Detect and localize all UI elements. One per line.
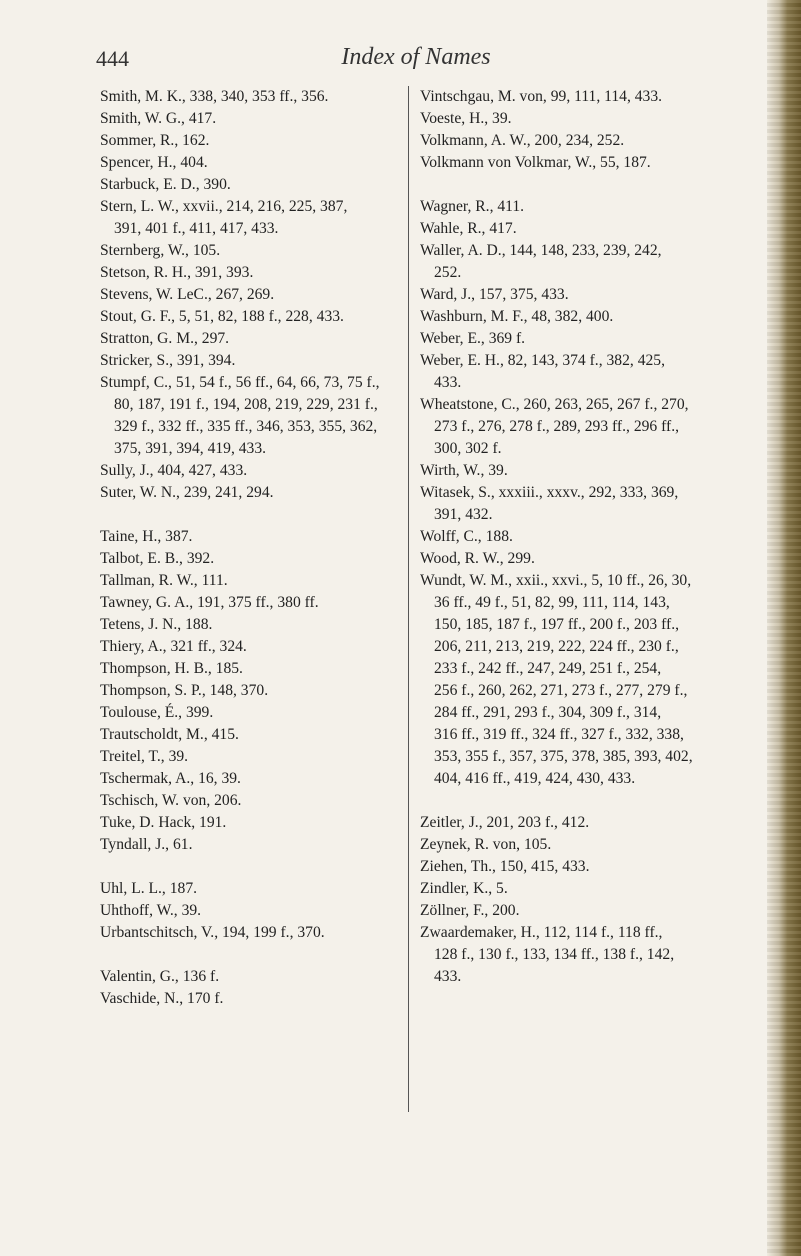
index-entry-line: Stricker, S., 391, 394. (100, 352, 236, 369)
index-entry (420, 240, 740, 284)
index-entry-line: Washburn, M. F., 48, 382, 400. (420, 308, 614, 325)
index-entry-line: Witasek, S., xxxiii., xxxv., 292, 333, 369, (420, 484, 679, 501)
index-entry-continuation: 256 f., 260, 262, 271, 273 f., 277, 279 f., (434, 682, 688, 699)
index-entry-continuation: 273 f., 276, 278 f., 289, 293 ff., 296 ff., (434, 418, 680, 435)
index-entry-line: Tallman, R. W., 111. (100, 572, 228, 589)
index-entry (420, 108, 740, 130)
section-gap (100, 504, 400, 526)
index-entry (100, 570, 400, 592)
index-entry (420, 152, 740, 174)
index-entry (100, 526, 400, 548)
column-divider (408, 86, 409, 1112)
index-entry (420, 878, 740, 900)
index-entry-line: Sully, J., 404, 427, 433. (100, 462, 248, 479)
index-entry (100, 790, 400, 812)
index-entry (100, 658, 400, 680)
index-entry (420, 284, 740, 306)
index-entry-line: Wahle, R., 417. (420, 220, 517, 237)
index-entry-continuation: 433. (434, 968, 462, 985)
index-entry (420, 834, 740, 856)
index-entry-line: Stetson, R. H., 391, 393. (100, 264, 254, 281)
index-entry-line: Ziehen, Th., 150, 415, 433. (420, 858, 590, 875)
section-gap (100, 856, 400, 878)
index-entry-continuation: 433. (434, 374, 462, 391)
index-entry (100, 372, 400, 460)
index-entry-line: Wood, R. W., 299. (420, 550, 535, 567)
index-entry (100, 196, 400, 240)
index-entry-line: Sommer, R., 162. (100, 132, 210, 149)
index-entry-line: Weber, E., 369 f. (420, 330, 526, 347)
index-entry-line: Smith, W. G., 417. (100, 110, 217, 127)
index-entry-line: Zöllner, F., 200. (420, 902, 520, 919)
index-entry (100, 768, 400, 790)
index-entry (100, 878, 400, 900)
index-entry-continuation: 375, 391, 394, 419, 433. (114, 440, 267, 457)
index-entry-continuation: 353, 355 f., 357, 375, 378, 385, 393, 402, (434, 748, 693, 765)
index-entry-line: Tetens, J. N., 188. (100, 616, 213, 633)
index-entry (420, 306, 740, 328)
index-entry (100, 724, 400, 746)
index-entry-continuation: 300, 302 f. (434, 440, 502, 457)
index-column-right (420, 86, 740, 988)
index-entry (100, 636, 400, 658)
index-entry-line: Wirth, W., 39. (420, 462, 508, 479)
index-entry (100, 922, 400, 944)
index-entry-continuation: 233 f., 242 ff., 247, 249, 251 f., 254, (434, 660, 662, 677)
index-entry-line: Vintschgau, M. von, 99, 111, 114, 433. (420, 88, 663, 105)
index-entry-continuation: 206, 211, 213, 219, 222, 224 ff., 230 f., (434, 638, 679, 655)
index-entry (100, 130, 400, 152)
index-entry-line: Zwaardemaker, H., 112, 114 f., 118 ff., (420, 924, 663, 941)
index-entry-line: Tschermak, A., 16, 39. (100, 770, 241, 787)
index-entry-continuation: 252. (434, 264, 462, 281)
index-entry-line: Vaschide, N., 170 f. (100, 990, 224, 1007)
index-entry (100, 680, 400, 702)
index-entry (100, 460, 400, 482)
index-entry-line: Waller, A. D., 144, 148, 233, 239, 242, (420, 242, 662, 259)
running-head: Index of Names (341, 44, 491, 70)
index-entry-line: Spencer, H., 404. (100, 154, 208, 171)
index-entry (420, 86, 740, 108)
section-gap (420, 790, 740, 812)
index-entry-line: Weber, E. H., 82, 143, 374 f., 382, 425, (420, 352, 665, 369)
index-entry (420, 460, 740, 482)
index-entry-line: Thompson, S. P., 148, 370. (100, 682, 269, 699)
index-entry-line: Urbantschitsch, V., 194, 199 f., 370. (100, 924, 325, 941)
index-entry (100, 812, 400, 834)
index-entry (420, 548, 740, 570)
index-entry (100, 834, 400, 856)
index-entry (100, 262, 400, 284)
index-entry (100, 988, 400, 1010)
index-entry-line: Tawney, G. A., 191, 375 ff., 380 ff. (100, 594, 319, 611)
index-entry-line: Thiery, A., 321 ff., 324. (100, 638, 247, 655)
index-entry (420, 922, 740, 988)
index-entry-line: Volkmann, A. W., 200, 234, 252. (420, 132, 625, 149)
index-entry-line: Stumpf, C., 51, 54 f., 56 ff., 64, 66, 73, 75 f., (100, 374, 380, 391)
index-entry (420, 526, 740, 548)
page-number: 444 (96, 46, 129, 71)
index-entry (420, 350, 740, 394)
index-entry-line: Stern, L. W., xxvii., 214, 216, 225, 387, (100, 198, 348, 215)
index-entry (100, 746, 400, 768)
index-entry-line: Ward, J., 157, 375, 433. (420, 286, 569, 303)
page-header (96, 40, 736, 76)
index-entry-continuation: 36 ff., 49 f., 51, 82, 99, 111, 114, 143, (434, 594, 670, 611)
index-entry (420, 812, 740, 834)
section-gap (100, 944, 400, 966)
index-entry-line: Trautscholdt, M., 415. (100, 726, 239, 743)
index-entry-continuation: 404, 416 ff., 419, 424, 430, 433. (434, 770, 636, 787)
index-entry (100, 86, 400, 108)
index-entry-line: Voeste, H., 39. (420, 110, 512, 127)
index-entry (100, 614, 400, 636)
index-entry-line: Tyndall, J., 61. (100, 836, 193, 853)
index-entry-continuation: 316 ff., 319 ff., 324 ff., 327 f., 332, 338, (434, 726, 684, 743)
index-entry (100, 108, 400, 130)
index-entry-line: Zeynek, R. von, 105. (420, 836, 552, 853)
index-entry-line: Uhthoff, W., 39. (100, 902, 202, 919)
index-entry-line: Stratton, G. M., 297. (100, 330, 230, 347)
index-entry (100, 328, 400, 350)
index-entry (100, 152, 400, 174)
index-entry (100, 350, 400, 372)
index-entry (100, 702, 400, 724)
index-entry-continuation: 150, 185, 187 f., 197 ff., 200 f., 203 ff., (434, 616, 680, 633)
index-entry (420, 130, 740, 152)
index-entry (100, 284, 400, 306)
index-entry (420, 394, 740, 460)
index-entry-line: Sternberg, W., 105. (100, 242, 221, 259)
index-entry (420, 856, 740, 878)
index-entry-line: Wundt, W. M., xxii., xxvi., 5, 10 ff., 26, 30, (420, 572, 692, 589)
index-entry (420, 570, 740, 790)
index-entry (100, 966, 400, 988)
index-entry (100, 548, 400, 570)
index-entry (100, 592, 400, 614)
index-entry (100, 174, 400, 196)
index-entry-line: Volkmann von Volkmar, W., 55, 187. (420, 154, 651, 171)
index-entry-line: Tschisch, W. von, 206. (100, 792, 242, 809)
index-column-left (100, 86, 400, 1010)
index-entry-line: Talbot, E. B., 392. (100, 550, 215, 567)
index-entry-line: Uhl, L. L., 187. (100, 880, 198, 897)
index-entry (100, 900, 400, 922)
index-entry-line: Smith, M. K., 338, 340, 353 ff., 356. (100, 88, 329, 105)
index-entry-continuation: 284 ff., 291, 293 f., 304, 309 f., 314, (434, 704, 662, 721)
index-entry (420, 482, 740, 526)
index-entry-line: Toulouse, É., 399. (100, 704, 214, 721)
index-entry-line: Tuke, D. Hack, 191. (100, 814, 227, 831)
index-entry-line: Zeitler, J., 201, 203 f., 412. (420, 814, 590, 831)
index-entry-line: Valentin, G., 136 f. (100, 968, 220, 985)
index-entry-continuation: 80, 187, 191 f., 194, 208, 219, 229, 231 f., (114, 396, 378, 413)
index-entry-continuation: 391, 401 f., 411, 417, 433. (114, 220, 279, 237)
index-entry-line: Wheatstone, C., 260, 263, 265, 267 f., 270, (420, 396, 689, 413)
index-entry-line: Wolff, C., 188. (420, 528, 513, 545)
section-gap (420, 174, 740, 196)
index-entry-line: Taine, H., 387. (100, 528, 193, 545)
index-entry-continuation: 329 f., 332 ff., 335 ff., 346, 353, 355, 362, (114, 418, 378, 435)
index-entry-continuation: 128 f., 130 f., 133, 134 ff., 138 f., 142, (434, 946, 675, 963)
index-entry-line: Starbuck, E. D., 390. (100, 176, 231, 193)
index-entry (420, 218, 740, 240)
index-entry (100, 240, 400, 262)
index-entry-line: Suter, W. N., 239, 241, 294. (100, 484, 274, 501)
index-entry-line: Zindler, K., 5. (420, 880, 508, 897)
index-entry (420, 196, 740, 218)
index-entry (100, 482, 400, 504)
index-entry (420, 328, 740, 350)
index-entry-line: Thompson, H. B., 185. (100, 660, 243, 677)
index-entry (420, 900, 740, 922)
page-edge (767, 0, 801, 1256)
index-entry (100, 306, 400, 328)
index-entry-line: Stout, G. F., 5, 51, 82, 188 f., 228, 433. (100, 308, 344, 325)
index-entry-line: Treitel, T., 39. (100, 748, 189, 765)
index-entry-line: Wagner, R., 411. (420, 198, 525, 215)
index-entry-line: Stevens, W. LeC., 267, 269. (100, 286, 275, 303)
index-entry-continuation: 391, 432. (434, 506, 493, 523)
